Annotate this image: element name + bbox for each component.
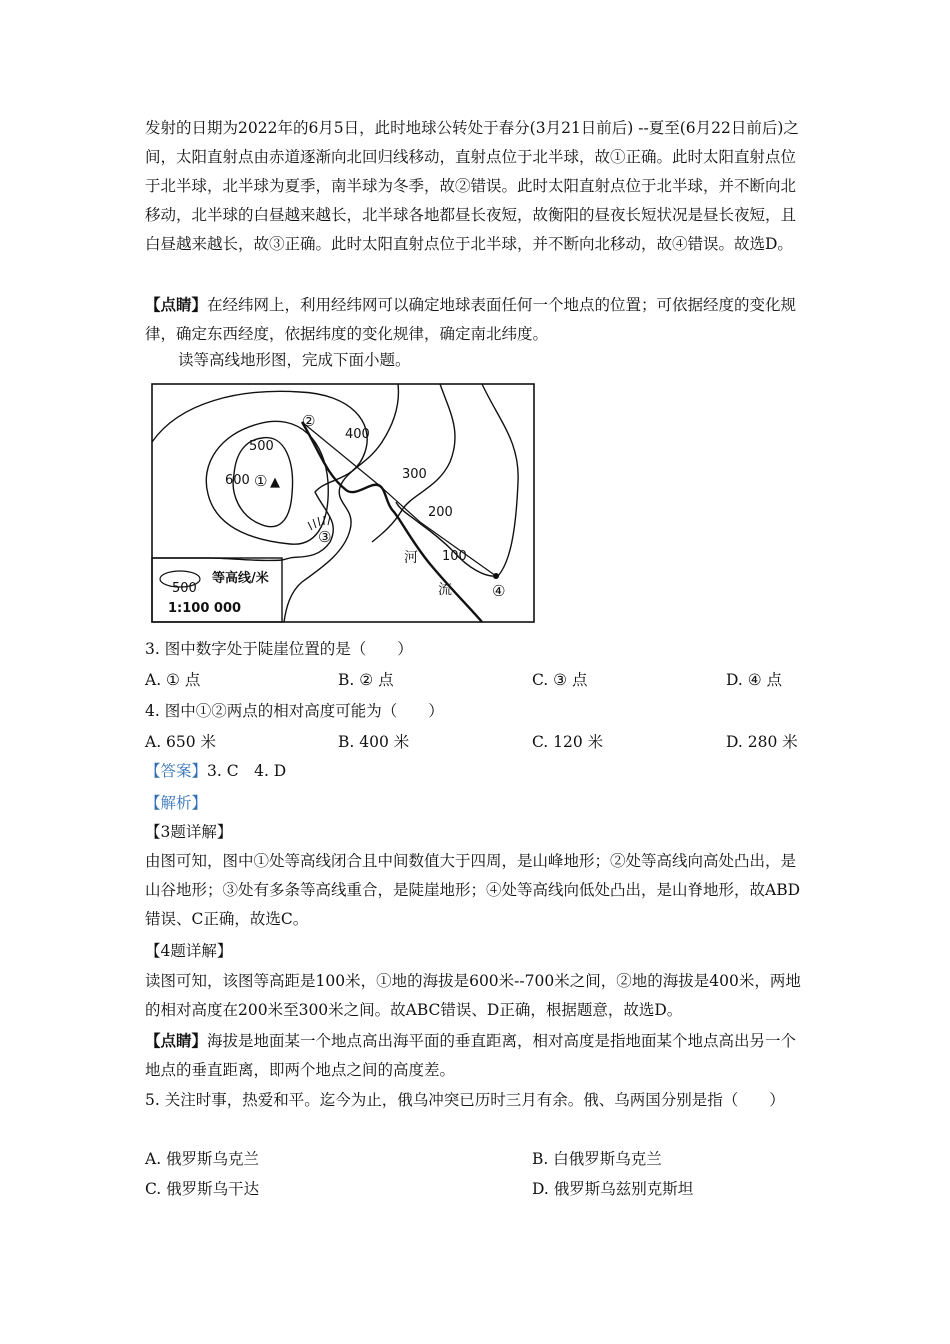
contour-label-600: 600	[225, 473, 250, 488]
map-scale: 1:100 000	[168, 601, 242, 616]
q4-detail-text: 读图可知，该图等高距是100米，①地的海拔是600米--700米之间，②地的海拔是400米，两地的相对高度在200米至300米之间。故ABC错误、D正确，根据题意，故选D。	[145, 972, 801, 1019]
river-char-2: 流	[438, 582, 452, 598]
contour-label-200: 200	[428, 505, 453, 520]
contour-label-100: 100	[442, 549, 467, 564]
q3-detail-tag: 【3题详解】	[145, 823, 233, 841]
q5-stem: 5. 关注时事，热爱和平。迄今为止，俄乌冲突已历时三月有余。俄、乌两国分别是指（ ）	[145, 1091, 785, 1109]
q5-option-d: D. 俄罗斯乌兹别克斯坦	[532, 1180, 694, 1198]
q3-option-c: C. ③ 点	[532, 671, 588, 689]
q4-detail-tag: 【4题详解】	[145, 942, 233, 960]
point-3-label: ③	[318, 528, 332, 546]
legend-label: 等高线/米	[212, 571, 269, 586]
contour-label-300: 300	[402, 467, 427, 482]
contour-label-500: 500	[249, 439, 274, 454]
answer-tag: 【答案】	[145, 762, 208, 780]
note-paragraph-1	[145, 290, 810, 349]
q3-option-a: A. ① 点	[145, 671, 201, 689]
q3-option-d: D. ④ 点	[726, 671, 783, 689]
note-tag: 【点睛】	[145, 295, 208, 314]
answer-text: 3. C 4. D	[207, 762, 287, 780]
q4-option-c: C. 120 米	[532, 733, 604, 751]
q4-option-d: D. 280 米	[726, 733, 798, 751]
q3-detail-text: 由图可知，图中①处等高线闭合且中间数值大于四周，是山峰地形；②处等高线向高处凸出，是山谷地形；③处有多条等高线重合，是陡崖地形；④处等高线向低处凸出，是山脊地形，故ABD错误、C正确，故选C。	[145, 852, 801, 928]
q5-option-b: B. 白俄罗斯乌克兰	[532, 1150, 662, 1168]
legend-value: 500	[172, 581, 197, 596]
note-2-text: 海拔是地面某一个地点高出海平面的垂直距离，相对高度是指地面某个地点高出另一个地点的垂直距离，即两个地点之间的高度差。	[145, 1032, 797, 1079]
contour-label-400: 400	[345, 427, 370, 442]
note-paragraph-2	[145, 1026, 810, 1085]
peak-icon: ▲	[270, 475, 280, 490]
river-char-1: 河	[404, 550, 418, 566]
q3-stem: 3. 图中数字处于陡崖位置的是（ ）	[145, 640, 413, 658]
point-4-dot	[493, 573, 499, 579]
q4-option-a: A. 650 米	[145, 733, 217, 751]
point-4-label: ④	[492, 582, 506, 600]
q5-option-c: C. 俄罗斯乌干达	[145, 1180, 260, 1198]
answer-line	[145, 760, 286, 782]
contour-map	[150, 382, 536, 624]
q3-option-b: B. ② 点	[338, 671, 394, 689]
q4-stem: 4. 图中①②两点的相对高度可能为（ ）	[145, 702, 444, 720]
analysis-tag: 【解析】	[145, 794, 208, 812]
read-prompt: 读等高线地形图，完成下面小题。	[178, 351, 411, 369]
note-2-tag: 【点睛】	[145, 1031, 208, 1050]
point-1-label: ①	[254, 472, 268, 490]
q4-option-b: B. 400 米	[338, 733, 410, 751]
solution-paragraph: 发射的日期为2022年的6月5日，此时地球公转处于春分(3月21日前后) --夏至(6月22日前后)之间，太阳直射点由赤道逐渐向北回归线移动，直射点位于北半球，故①正确。此时太阳直射点位于北半球，北半球为夏季，南半球为冬季，故②错误。此时太阳直射点位于北半球，并不断向北移动，北半球的白昼越来越长，北半球各地都昼长夜短，故衡阳的昼夜长短状况是昼长夜短，且白昼越来越长，故③正确。此时太阳直射点位于北半球，并不断向北移动，故④错误。故选D。	[145, 119, 799, 253]
point-2-label: ②	[302, 412, 316, 430]
note-text: 在经纬网上，利用经纬网可以确定地球表面任何一个地点的位置；可依据经度的变化规律，确定东西经度，依据纬度的变化规律，确定南北纬度。	[145, 296, 797, 343]
q5-option-a: A. 俄罗斯乌克兰	[145, 1150, 260, 1168]
